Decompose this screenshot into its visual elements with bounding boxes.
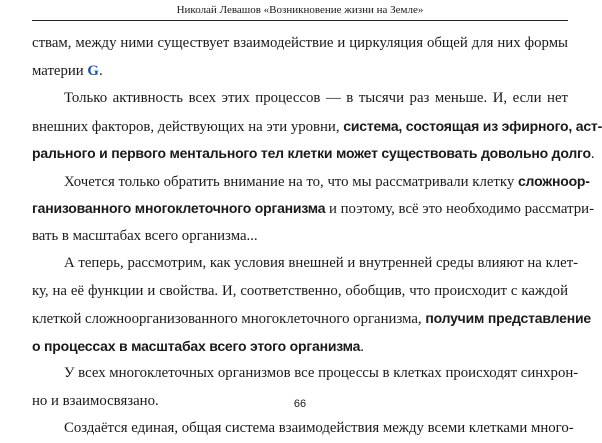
text-span: А теперь, рассмотрим, как условия внешней и внутренней среды влияют на клет- bbox=[64, 255, 579, 271]
text-line bbox=[32, 85, 568, 113]
text-line bbox=[32, 278, 568, 306]
text-span: . bbox=[360, 338, 364, 355]
text-line bbox=[32, 113, 602, 141]
text-span: материи bbox=[32, 62, 88, 79]
text-span: ствам, между ними существует взаимодействие и циркуляция общей для них формы bbox=[32, 35, 568, 51]
bold-emphasis: о процессах в масштабах всего этого организма bbox=[32, 337, 361, 354]
text-span: Только активность всех этих процессов — в тысячи раз меньше. И, если нет bbox=[64, 90, 568, 106]
text-line bbox=[32, 58, 568, 86]
text-line bbox=[32, 223, 568, 251]
bold-emphasis: сложноор- bbox=[517, 172, 590, 189]
text-line bbox=[32, 250, 579, 278]
text-line bbox=[32, 360, 579, 388]
text-span: клеткой сложноорганизованного многоклеточного организма, bbox=[32, 311, 426, 327]
text-line bbox=[32, 415, 574, 443]
text-span: Создаётся единая, общая система взаимодействия между всеми клетками много- bbox=[64, 420, 574, 436]
text-span: У всех многоклеточных организмов все процессы в клетках происходят синхрон- bbox=[64, 365, 579, 381]
header-title: Николай Левашов «Возникновение жизни на Земле» bbox=[176, 4, 424, 16]
text-line bbox=[32, 305, 591, 333]
page-number: 66 bbox=[293, 398, 307, 410]
text-line bbox=[32, 30, 568, 58]
text-span: внешних факторов, действующих на эти уровни, bbox=[32, 118, 344, 135]
text-span: вать в масштабах всего организма... bbox=[32, 227, 258, 244]
text-line bbox=[32, 333, 568, 361]
text-span: но и взаимосвязано. bbox=[32, 392, 159, 409]
text-span: . bbox=[590, 146, 595, 162]
text-line bbox=[32, 168, 590, 196]
text-line bbox=[32, 195, 595, 223]
page-body bbox=[32, 30, 602, 443]
matter-g-letter: G bbox=[87, 62, 99, 79]
bold-emphasis: система, состоящая из эфирного, аст- bbox=[343, 117, 602, 134]
text-line bbox=[32, 140, 595, 168]
bold-emphasis: ганизованного многоклеточного организма bbox=[32, 200, 326, 216]
text-span: ку, на её функции и свойства. И, соответственно, обобщив, что происходит с каждой bbox=[32, 282, 568, 299]
bold-emphasis: получим представление bbox=[425, 310, 591, 326]
text-span: и поэтому, всё это необходимо рассматри- bbox=[325, 201, 595, 217]
running-header bbox=[32, 0, 568, 21]
bold-emphasis: рального и первого ментального тел клетки может существовать довольно долго bbox=[32, 145, 591, 161]
text-span: Хочется только обратить внимание на то, что мы рассматривали клетку bbox=[64, 173, 518, 190]
text-span: . bbox=[98, 62, 103, 79]
